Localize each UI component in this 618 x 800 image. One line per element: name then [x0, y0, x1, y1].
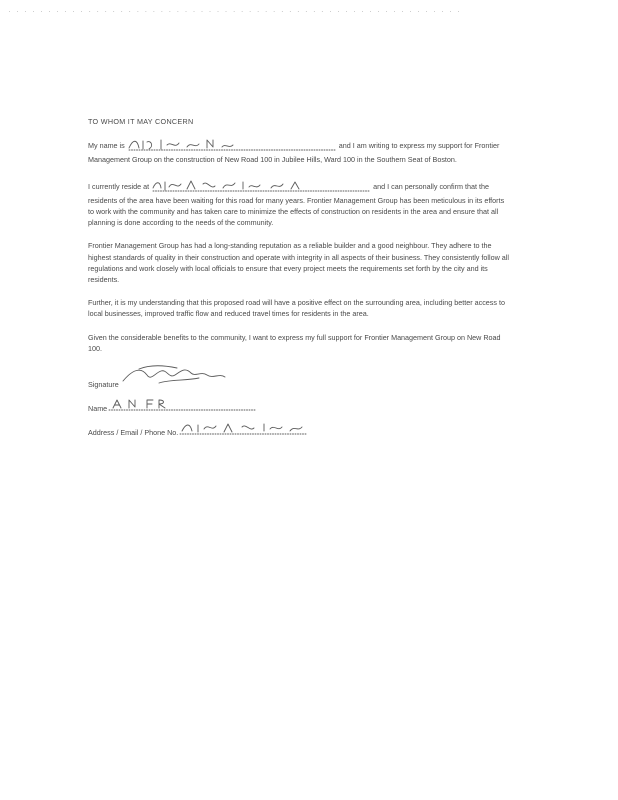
handwritten-printed-name: [107, 397, 257, 414]
paragraph-1-body: and I am writing to express my support for Frontier Management Group on the construction of New Road 100 in Jubilee Hills, Ward 100 in the Southern Seat of Boston.: [88, 141, 500, 165]
paragraph-5: Given the considerable benefits to the community, I want to express my full support for Frontier Management Group on New Road 100.: [88, 332, 501, 353]
paragraph-4: Further, it is my understanding that this proposed road will have a positive effect on the surrounding area, including better access to local businesses, improved traffic flow and reduced travel times for residents in the area.: [88, 298, 505, 319]
signature-label: Signature: [88, 379, 119, 389]
signature-block: [88, 368, 510, 438]
support-letter: [88, 116, 510, 440]
name-label: Name: [88, 403, 108, 413]
paragraph-2-lead: I currently reside at: [88, 181, 150, 191]
paragraph-1-lead: My name is: [88, 141, 125, 151]
paragraph-2-body: and I can personally confirm that the residents of the area have been waiting for this road for many years. Frontier Management Group has been meticulous in its efforts to work with the community and has taken care to minimize the effects of construction on residents in the area and ensure that all planning is done according to the needs of the community.: [88, 181, 505, 228]
handwritten-contact: [178, 419, 308, 438]
name-line: [88, 392, 510, 414]
signature-line: [88, 368, 510, 390]
handwritten-address-fill: [151, 178, 371, 195]
handwritten-name-fill: [127, 137, 337, 154]
paragraph-1: [88, 137, 510, 165]
handwritten-signature: [119, 363, 229, 390]
salutation: TO WHOM IT MAY CONCERN: [88, 117, 194, 126]
fax-header-strip: . . . . . . . . . . . . . . . . . . . . . . . . . . . . . . . . . . . . . . . . . . . . . . . . . . . . . . . . .: [8, 8, 462, 14]
paragraph-2: [88, 178, 510, 229]
address-line: [88, 416, 510, 438]
address-label: Address / Email / Phone No.: [88, 427, 179, 437]
paragraph-3: Frontier Management Group has had a long-standing reputation as a reliable builder and a good neighbour. They adhere to the highest standards of quality in their construction and operate with integrity in all aspects of their business. They consistently follow all regulations and work closely with local officials to ensure that every project meets the requirements set forth by the city and its residents.: [88, 241, 509, 285]
